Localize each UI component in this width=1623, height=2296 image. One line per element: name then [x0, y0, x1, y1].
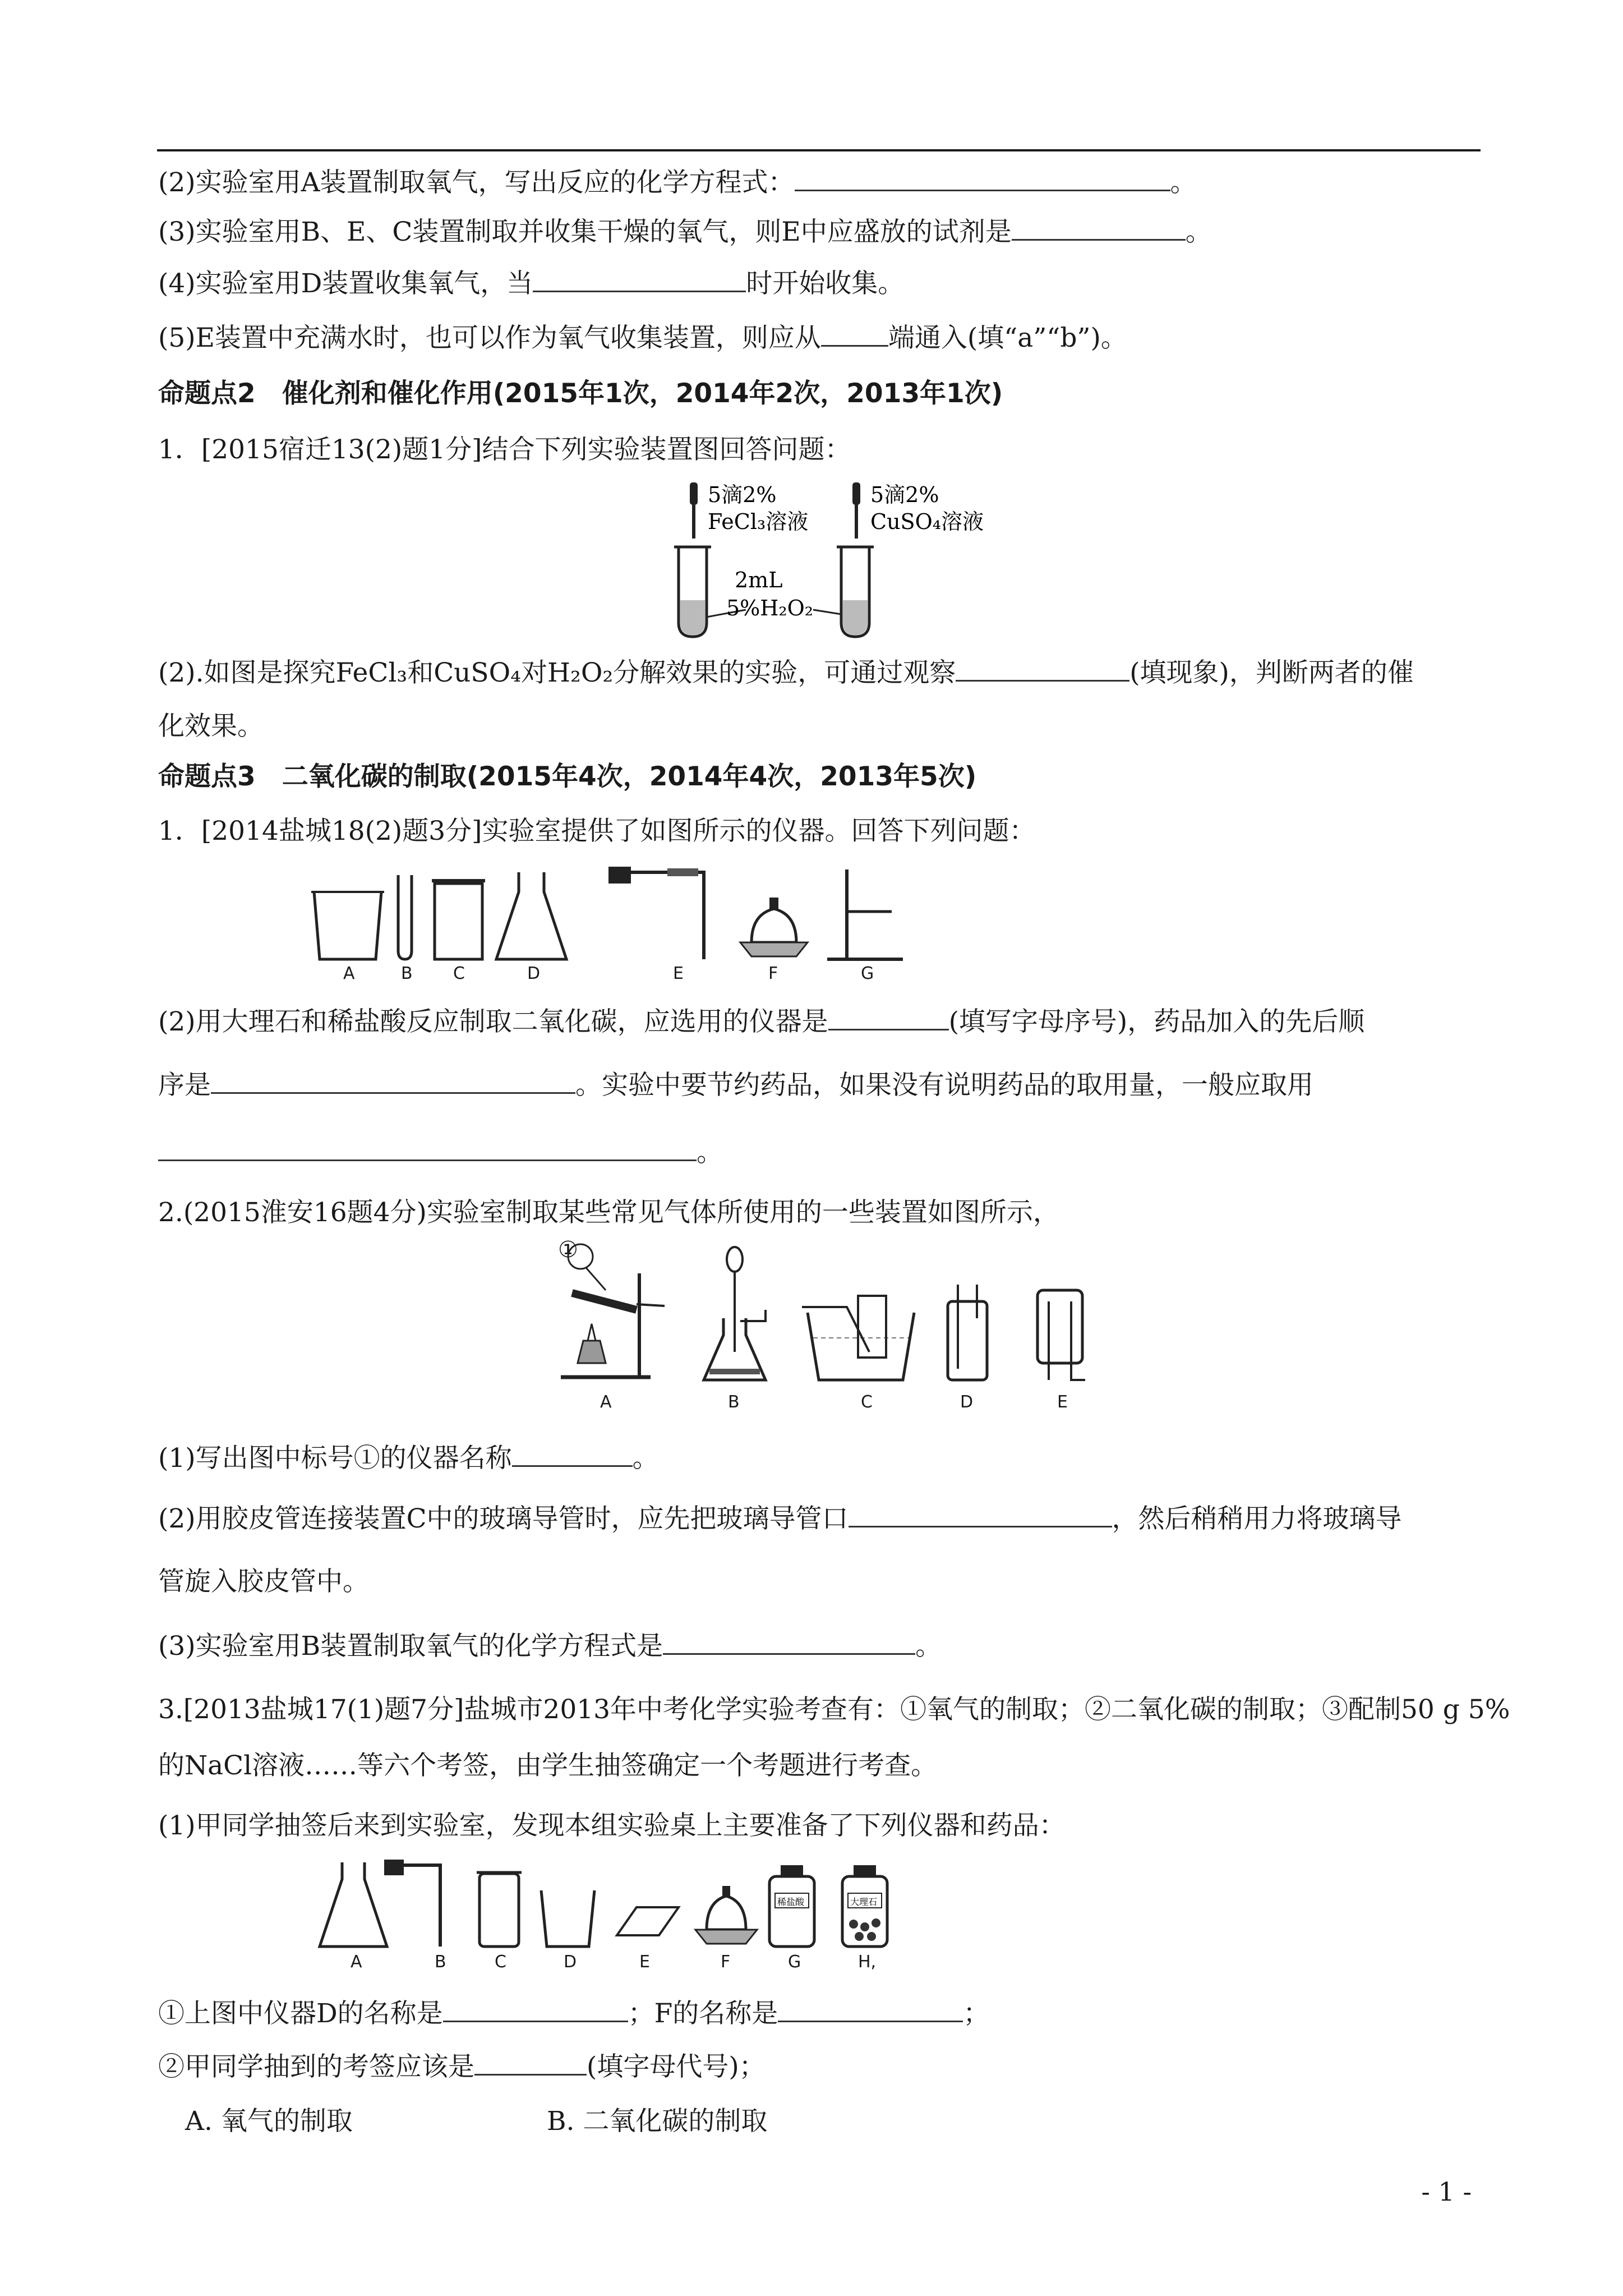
apparatus-label-a: A: [600, 1392, 612, 1412]
answer-blank[interactable]: [663, 1631, 915, 1655]
section-3-question-3-part-3: [158, 2050, 766, 2084]
section-3-question-3: 3.[2013盐城17(1)题7分]盐城市2013年中考化学实验考查有：①氧气的制取；②二氧化碳的制取；③配制50 g 5%: [158, 1694, 1510, 1725]
instrument-label-b: B: [435, 1952, 446, 1972]
section-3-question-2-part-1: [158, 1442, 659, 1475]
question-5-text: (5)E装置中充满水时，也可以作为氧气收集装置，则应从: [158, 323, 821, 353]
instrument-label-c: C: [453, 964, 465, 983]
header-rule: [157, 149, 1481, 151]
instrument-label-f: F: [721, 1952, 731, 1972]
question-text-end: (填写字母序号)，药品加入的先后顺: [948, 1006, 1365, 1037]
question-3: [158, 215, 1212, 249]
answer-blank[interactable]: [828, 1006, 949, 1030]
question-text-end: ，然后稍稍用力将玻璃导: [1112, 1503, 1402, 1534]
instrument-label-c: C: [495, 1952, 506, 1972]
answer-blank[interactable]: [158, 1137, 697, 1161]
page-number: - 1 -: [1421, 2177, 1472, 2207]
section-2-question-1: 1．[2015宿迁13(2)题1分]结合下列实验装置图回答问题：: [158, 434, 851, 465]
reagent-label-marble: 大理石: [850, 1897, 878, 1907]
question-text-end: 。: [697, 1137, 723, 1168]
section-3-question-2-continued: 管旋入胶皮管中。: [158, 1566, 369, 1597]
answer-blank[interactable]: [443, 1998, 628, 2022]
right-dropper-label-bottom: CuSO₄溶液: [870, 509, 984, 534]
question-text: (3)实验室用B装置制取氧气的化学方程式是: [158, 1631, 663, 1662]
question-text-end: (填现象)，判断两者的催: [1129, 657, 1414, 688]
instrument-label-f: F: [768, 964, 778, 983]
question-4-text: (4)实验室用D装置收集氧气，当: [158, 268, 533, 299]
instrument-label-d: D: [527, 964, 541, 983]
instrument-label-a: A: [351, 1952, 362, 1972]
answer-blank[interactable]: [956, 657, 1129, 682]
instrument-label-g: G: [788, 1952, 801, 1972]
right-dropper-label-top: 5滴2%: [870, 482, 939, 507]
instrument-label-b: B: [401, 964, 413, 983]
question-text: 序是: [158, 1070, 211, 1101]
test-tube-figure: [645, 480, 1049, 642]
section-heading-3: 命题点3 二氧化碳的制取(2015年4次，2014年4次，2013年5次): [158, 761, 977, 792]
answer-blank[interactable]: [821, 323, 888, 347]
apparatus-figure: [555, 1237, 1127, 1425]
section-2-question-1-part-2: [158, 656, 1414, 690]
question-text-end: ；: [963, 1998, 990, 2029]
section-3-question-1-line-2: [158, 1069, 1313, 1102]
question-text-middle: ；F的名称是: [628, 1998, 778, 2029]
section-3-question-3-part-1: (1)甲同学抽签后来到实验室，发现本组实验桌上主要准备了下列仪器和药品：: [158, 1810, 1066, 1841]
question-4-end: 时开始收集。: [746, 268, 905, 299]
question-text-end: 。实验中要节约药品，如果没有说明药品的取用量，一般应取用: [575, 1070, 1313, 1101]
option-a[interactable]: A. 氧气的制取: [185, 2106, 353, 2137]
question-text: ②甲同学抽到的考签应该是: [158, 2051, 474, 2082]
middle-label-bottom: 5%H₂O₂: [726, 596, 814, 620]
option-b[interactable]: B. 二氧化碳的制取: [547, 2106, 768, 2137]
question-3-text: (3)实验室用B、E、C装置制取并收集干燥的氧气，则E中应盛放的试剂是: [158, 217, 1012, 247]
question-3-end: 。: [1185, 217, 1212, 247]
section-3-question-1-line-3: [158, 1136, 723, 1170]
instrument-label-h: H,: [858, 1952, 877, 1972]
apparatus-label-d: D: [960, 1392, 974, 1412]
apparatus-marker: ①: [558, 1237, 578, 1263]
section-3-question-2-part-2: [158, 1502, 1402, 1536]
answer-blank[interactable]: [1012, 217, 1186, 241]
question-text: (2)用大理石和稀盐酸反应制取二氧化碳，应选用的仪器是: [158, 1006, 828, 1037]
instrument-label-d: D: [564, 1952, 577, 1972]
instrument-label-a: A: [343, 964, 355, 983]
section-3-question-2-part-3: [158, 1630, 942, 1663]
section-3-question-1: 1．[2014盐城18(2)题3分]实验室提供了如图所示的仪器。回答下列问题：: [158, 816, 1036, 846]
question-2-end: 。: [1170, 167, 1197, 198]
answer-blank[interactable]: [778, 1998, 963, 2022]
instrument-drawing-2: [314, 1851, 931, 1980]
left-dropper-label-top: 5滴2%: [708, 482, 777, 507]
question-text-end: (填字母代号)；: [587, 2051, 766, 2082]
middle-label-top: 2mL: [735, 568, 783, 592]
apparatus-label-c: C: [861, 1392, 873, 1412]
question-5: [158, 321, 1127, 355]
question-text: (2)用胶皮管连接装置C中的玻璃导管时，应先把玻璃导管口: [158, 1503, 849, 1534]
question-text: (2).如图是探究FeCl₃和CuSO₄对H₂O₂分解效果的实验，可通过观察: [158, 657, 956, 688]
question-text-end: 。: [915, 1631, 942, 1662]
section-heading-2: 命题点2 催化剂和催化作用(2015年1次，2014年2次，2013年1次): [158, 378, 1003, 409]
answer-blank[interactable]: [211, 1070, 575, 1094]
left-dropper-label-bottom: FeCl₃溶液: [708, 509, 809, 534]
apparatus-drawing: [555, 1240, 1127, 1425]
question-4: [158, 267, 904, 301]
question-text-end: 。: [632, 1443, 659, 1474]
question-text: ①上图中仪器D的名称是: [158, 1998, 443, 2029]
answer-blank[interactable]: [512, 1443, 633, 1467]
answer-blank[interactable]: [849, 1503, 1112, 1527]
instrument-label-g: G: [861, 964, 874, 983]
answer-blank[interactable]: [474, 2051, 587, 2076]
instrument-figure-2: [314, 1851, 931, 1980]
instrument-label-e: E: [673, 964, 684, 983]
question-text: (1)写出图中标号①的仪器名称: [158, 1443, 512, 1474]
section-3-question-1-part-2: [158, 1005, 1364, 1039]
apparatus-label-b: B: [728, 1392, 740, 1412]
instrument-figure-1: [308, 858, 925, 987]
apparatus-label-e: E: [1057, 1392, 1068, 1412]
section-3-question-2: 2.(2015淮安16题4分)实验室制取某些常见气体所使用的一些装置如图所示，: [158, 1197, 1059, 1228]
answer-blank[interactable]: [795, 167, 1170, 191]
section-2-question-1-continued: 化效果。: [158, 711, 264, 742]
question-5-end: 端通入(填“a”“b”)。: [888, 323, 1127, 353]
answer-blank[interactable]: [533, 268, 746, 292]
section-3-question-3-part-2: [158, 1997, 989, 2031]
question-2-text: (2)实验室用A装置制取氧气，写出反应的化学方程式：: [158, 167, 795, 198]
question-2: [158, 166, 1197, 200]
test-tube-drawing: [645, 480, 1049, 642]
section-3-question-3-continued: 的NaCl溶液……等六个考签，由学生抽签确定一个考题进行考查。: [158, 1750, 938, 1781]
instrument-label-e: E: [639, 1952, 650, 1972]
reagent-label-acid: 稀盐酸: [777, 1897, 805, 1907]
